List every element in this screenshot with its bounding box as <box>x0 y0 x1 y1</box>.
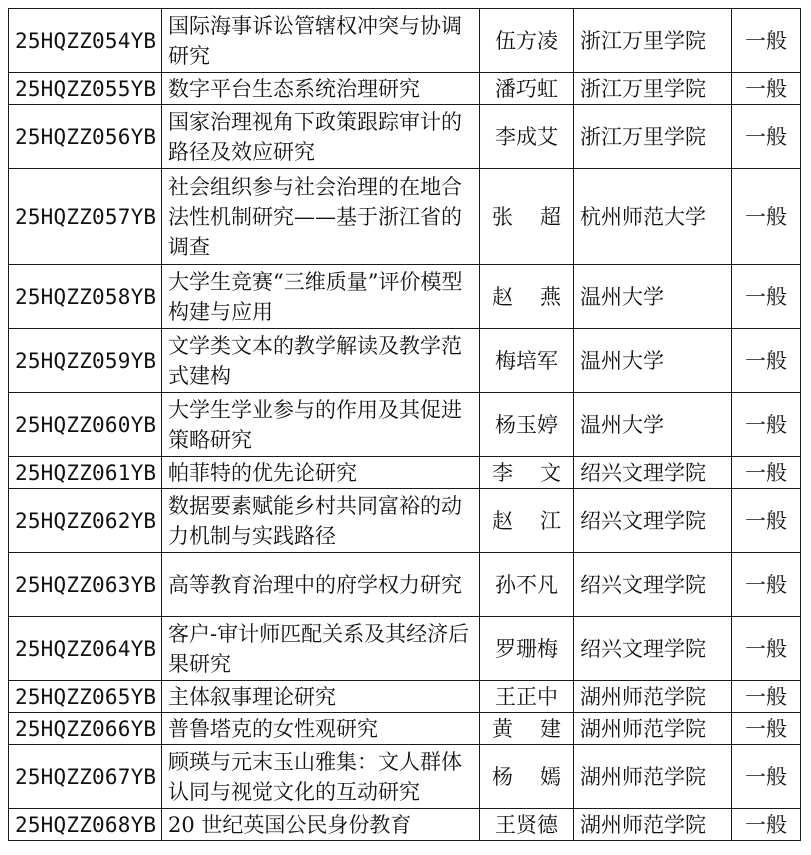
project-title: 大学生竞赛“三维质量”评价模型构建与应用 <box>162 265 480 329</box>
project-leader: 李文 <box>480 457 574 489</box>
institution: 绍兴文理学院 <box>574 553 732 617</box>
project-code: 25HQZZ055YB <box>9 73 162 105</box>
table-row <box>9 489 801 553</box>
project-leader: 张超 <box>480 169 574 265</box>
institution: 绍兴文理学院 <box>574 457 732 489</box>
project-code: 25HQZZ064YB <box>9 617 162 681</box>
table-row <box>9 745 801 809</box>
project-title: 普鲁塔克的女性观研究 <box>162 713 480 745</box>
project-code: 25HQZZ066YB <box>9 713 162 745</box>
project-title: 数据要素赋能乡村共同富裕的动力机制与实践路径 <box>162 489 480 553</box>
institution: 绍兴文理学院 <box>574 617 732 681</box>
project-code: 25HQZZ067YB <box>9 745 162 809</box>
project-level: 一般 <box>732 713 801 745</box>
table-row <box>9 9 801 73</box>
project-leader: 孙不凡 <box>480 553 574 617</box>
institution: 浙江万里学院 <box>574 105 732 169</box>
project-level: 一般 <box>732 105 801 169</box>
project-code: 25HQZZ059YB <box>9 329 162 393</box>
table-row <box>9 73 801 105</box>
project-level: 一般 <box>732 489 801 553</box>
institution: 温州大学 <box>574 393 732 457</box>
table-row <box>9 105 801 169</box>
institution: 温州大学 <box>574 329 732 393</box>
project-title: 文学类文本的教学解读及教学范式建构 <box>162 329 480 393</box>
project-level: 一般 <box>732 329 801 393</box>
project-leader: 王贤德 <box>480 809 574 841</box>
project-leader: 杨玉婷 <box>480 393 574 457</box>
table-row <box>9 809 801 841</box>
project-level: 一般 <box>732 553 801 617</box>
project-title: 帕菲特的优先论研究 <box>162 457 480 489</box>
project-level: 一般 <box>732 681 801 713</box>
project-code: 25HQZZ061YB <box>9 457 162 489</box>
project-title: 国际海事诉讼管辖权冲突与协调研究 <box>162 9 480 73</box>
project-leader: 赵燕 <box>480 265 574 329</box>
project-code: 25HQZZ058YB <box>9 265 162 329</box>
table-row <box>9 169 801 265</box>
institution: 湖州师范学院 <box>574 713 732 745</box>
institution: 杭州师范大学 <box>574 169 732 265</box>
project-code: 25HQZZ056YB <box>9 105 162 169</box>
project-title: 高等教育治理中的府学权力研究 <box>162 553 480 617</box>
project-leader: 潘巧虹 <box>480 73 574 105</box>
project-level: 一般 <box>732 457 801 489</box>
project-code: 25HQZZ063YB <box>9 553 162 617</box>
project-title: 大学生学业参与的作用及其促进策略研究 <box>162 393 480 457</box>
table-row <box>9 329 801 393</box>
project-leader: 王正中 <box>480 681 574 713</box>
project-leader: 罗珊梅 <box>480 617 574 681</box>
institution: 湖州师范学院 <box>574 809 732 841</box>
institution: 湖州师范学院 <box>574 681 732 713</box>
project-level: 一般 <box>732 265 801 329</box>
project-leader: 梅培军 <box>480 329 574 393</box>
project-title: 客户-审计师匹配关系及其经济后果研究 <box>162 617 480 681</box>
project-level: 一般 <box>732 393 801 457</box>
table-row <box>9 393 801 457</box>
table-row <box>9 553 801 617</box>
project-leader: 杨嫣 <box>480 745 574 809</box>
table-row <box>9 617 801 681</box>
project-code: 25HQZZ065YB <box>9 681 162 713</box>
project-level: 一般 <box>732 73 801 105</box>
table-row <box>9 265 801 329</box>
project-title: 主体叙事理论研究 <box>162 681 480 713</box>
project-level: 一般 <box>732 9 801 73</box>
project-leader: 赵江 <box>480 489 574 553</box>
institution: 浙江万里学院 <box>574 73 732 105</box>
project-code: 25HQZZ057YB <box>9 169 162 265</box>
table-row <box>9 457 801 489</box>
project-level: 一般 <box>732 809 801 841</box>
project-code: 25HQZZ054YB <box>9 9 162 73</box>
project-title: 20 世纪英国公民身份教育 <box>162 809 480 841</box>
project-title: 社会组织参与社会治理的在地合法性机制研究——基于浙江省的调查 <box>162 169 480 265</box>
project-code: 25HQZZ068YB <box>9 809 162 841</box>
project-leader: 黄建 <box>480 713 574 745</box>
institution: 湖州师范学院 <box>574 745 732 809</box>
project-leader: 伍方凌 <box>480 9 574 73</box>
project-title: 顾瑛与元末玉山雅集：文人群体认同与视觉文化的互动研究 <box>162 745 480 809</box>
project-title: 国家治理视角下政策跟踪审计的路径及效应研究 <box>162 105 480 169</box>
project-level: 一般 <box>732 169 801 265</box>
project-level: 一般 <box>732 617 801 681</box>
project-code: 25HQZZ060YB <box>9 393 162 457</box>
project-table-body <box>9 9 801 841</box>
table-row <box>9 681 801 713</box>
institution: 温州大学 <box>574 265 732 329</box>
table-row <box>9 713 801 745</box>
project-code: 25HQZZ062YB <box>9 489 162 553</box>
project-title: 数字平台生态系统治理研究 <box>162 73 480 105</box>
project-level: 一般 <box>732 745 801 809</box>
institution: 浙江万里学院 <box>574 9 732 73</box>
institution: 绍兴文理学院 <box>574 489 732 553</box>
project-table <box>8 8 801 841</box>
project-leader: 李成艾 <box>480 105 574 169</box>
